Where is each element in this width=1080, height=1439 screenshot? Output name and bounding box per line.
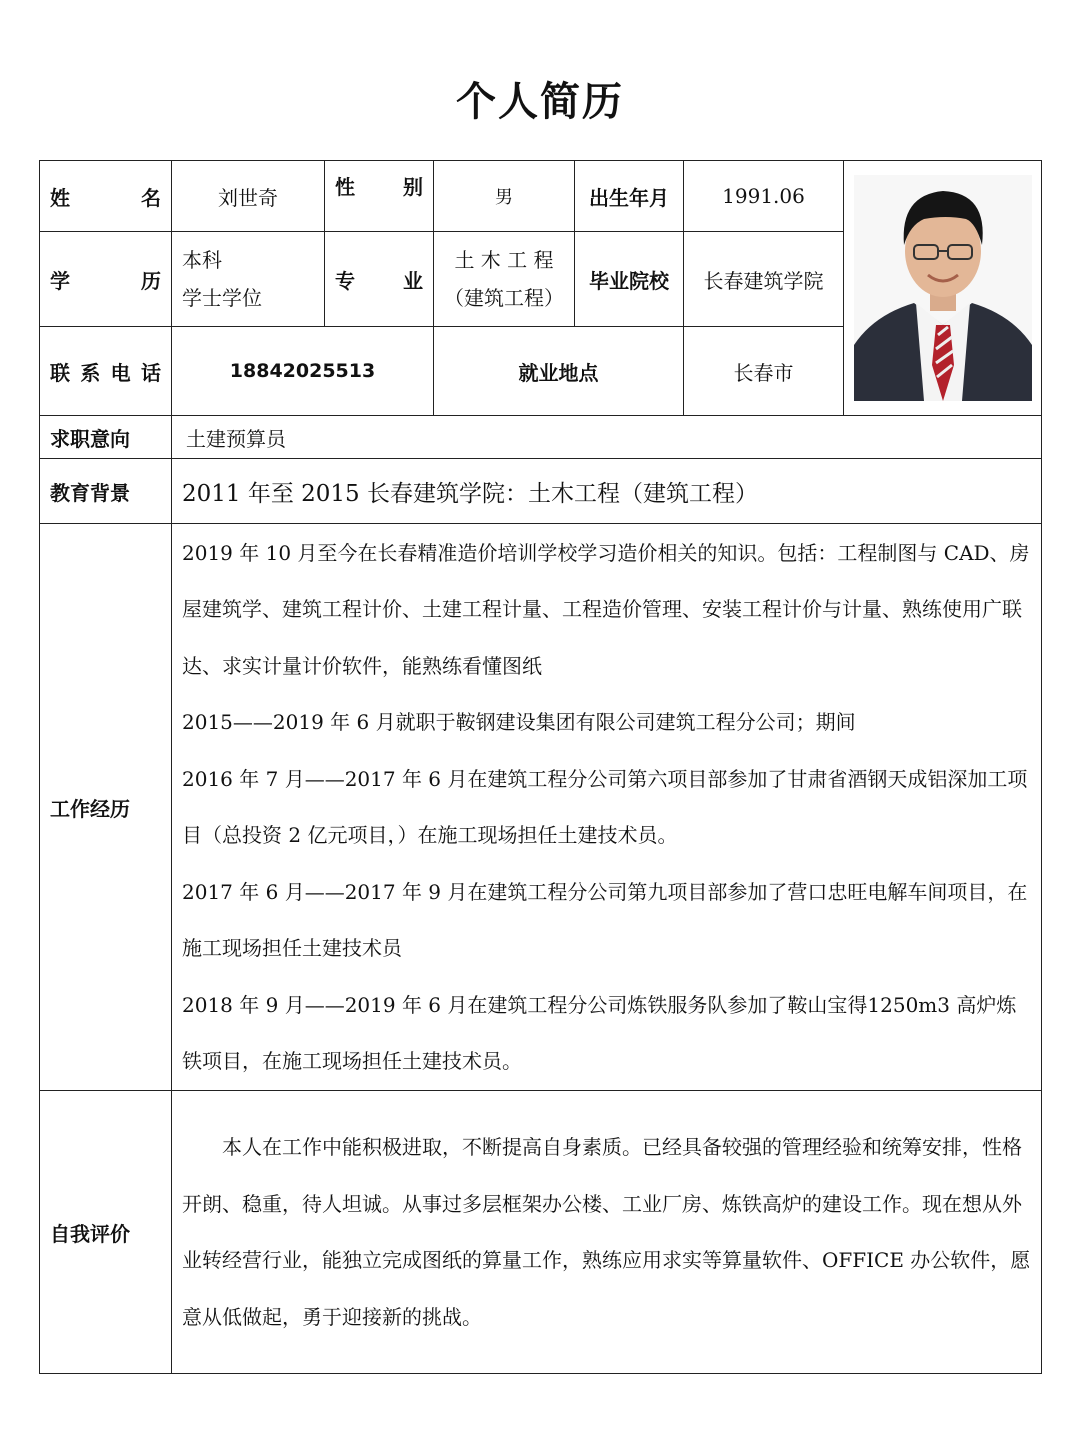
value-objective: 土建预算员	[172, 416, 1042, 459]
value-name: 刘世奇	[172, 161, 325, 232]
degree-line2: 学士学位	[182, 286, 262, 310]
row-work	[40, 524, 1042, 1091]
row-edu-bg	[40, 459, 1042, 524]
label-name: 姓 名	[40, 161, 172, 232]
label-objective: 求职意向	[40, 416, 172, 459]
work-content	[172, 524, 1042, 1091]
value-major	[434, 232, 575, 327]
major-line2: （建筑工程）	[444, 286, 564, 310]
value-school: 长春建筑学院	[684, 232, 844, 327]
degree-line1: 本科	[182, 248, 222, 272]
label-birth: 出生年月	[575, 161, 684, 232]
work-paragraph: 2015——2019 年 6 月就职于鞍钢建设集团有限公司建筑工程分公司；期间	[182, 710, 856, 734]
work-paragraph: 2017 年 6 月——2017 年 9 月在建筑工程分公司第九项目部参加了营口忠旺电解车间项目，在施工现场担任土建技术员	[182, 879, 1028, 960]
profile-photo	[854, 175, 1032, 401]
row-basic	[40, 161, 1042, 232]
resume-table	[39, 160, 1042, 1374]
label-gender: 性 别	[325, 161, 434, 232]
value-degree	[172, 232, 325, 327]
value-gender: 男	[434, 161, 575, 232]
value-location: 长春市	[684, 327, 844, 416]
major-line1: 土 木 工 程	[454, 248, 554, 272]
label-school: 毕业院校	[575, 232, 684, 327]
photo-cell	[844, 161, 1042, 416]
row-objective	[40, 416, 1042, 459]
self-eval-content	[172, 1091, 1042, 1374]
work-paragraph: 2018 年 9 月——2019 年 6 月在建筑工程分公司炼铁服务队参加了鞍山宝得1250m3 高炉炼铁项目，在施工现场担任土建技术员。	[182, 992, 1017, 1073]
label-major: 专 业	[325, 232, 434, 327]
value-phone: 18842025513	[172, 327, 434, 416]
label-education: 学 历	[40, 232, 172, 327]
label-edu-bg: 教育背景	[40, 459, 172, 524]
row-self-eval	[40, 1091, 1042, 1374]
value-edu-bg: 2011 年至 2015 长春建筑学院：土木工程（建筑工程）	[172, 459, 1042, 524]
label-self-eval: 自我评价	[40, 1091, 172, 1374]
self-eval-text: 本人在工作中能积极进取，不断提高自身素质。已经具备较强的管理经验和统筹安排，性格开朗、稳重，待人坦诚。从事过多层框架办公楼、工业厂房、炼铁高炉的建设工作。现在想从外业转经营行业，能独立完成图纸的算量工作，熟练应用求实等算量软件、OFFICE 办公软件，愿意从低做起，勇于迎接新的挑战。	[182, 1135, 1031, 1329]
label-location: 就业地点	[434, 327, 684, 416]
value-birth: 1991.06	[684, 161, 844, 232]
label-phone: 联系电话	[40, 327, 172, 416]
work-paragraph: 2019 年 10 月至今在长春精准造价培训学校学习造价相关的知识。包括：工程制图与 CAD、房屋建筑学、建筑工程计价、土建工程计量、工程造价管理、安装工程计价与计量、熟练使用广联达、求实计量计价软件，能熟练看懂图纸	[182, 540, 1030, 678]
work-paragraph: 2016 年 7 月——2017 年 6 月在建筑工程分公司第六项目部参加了甘肃省酒钢天成铝深加工项目（总投资 2 亿元项目，）在施工现场担任土建技术员。	[182, 766, 1028, 847]
page-title: 个人简历	[456, 79, 624, 125]
label-work: 工作经历	[40, 524, 172, 1091]
